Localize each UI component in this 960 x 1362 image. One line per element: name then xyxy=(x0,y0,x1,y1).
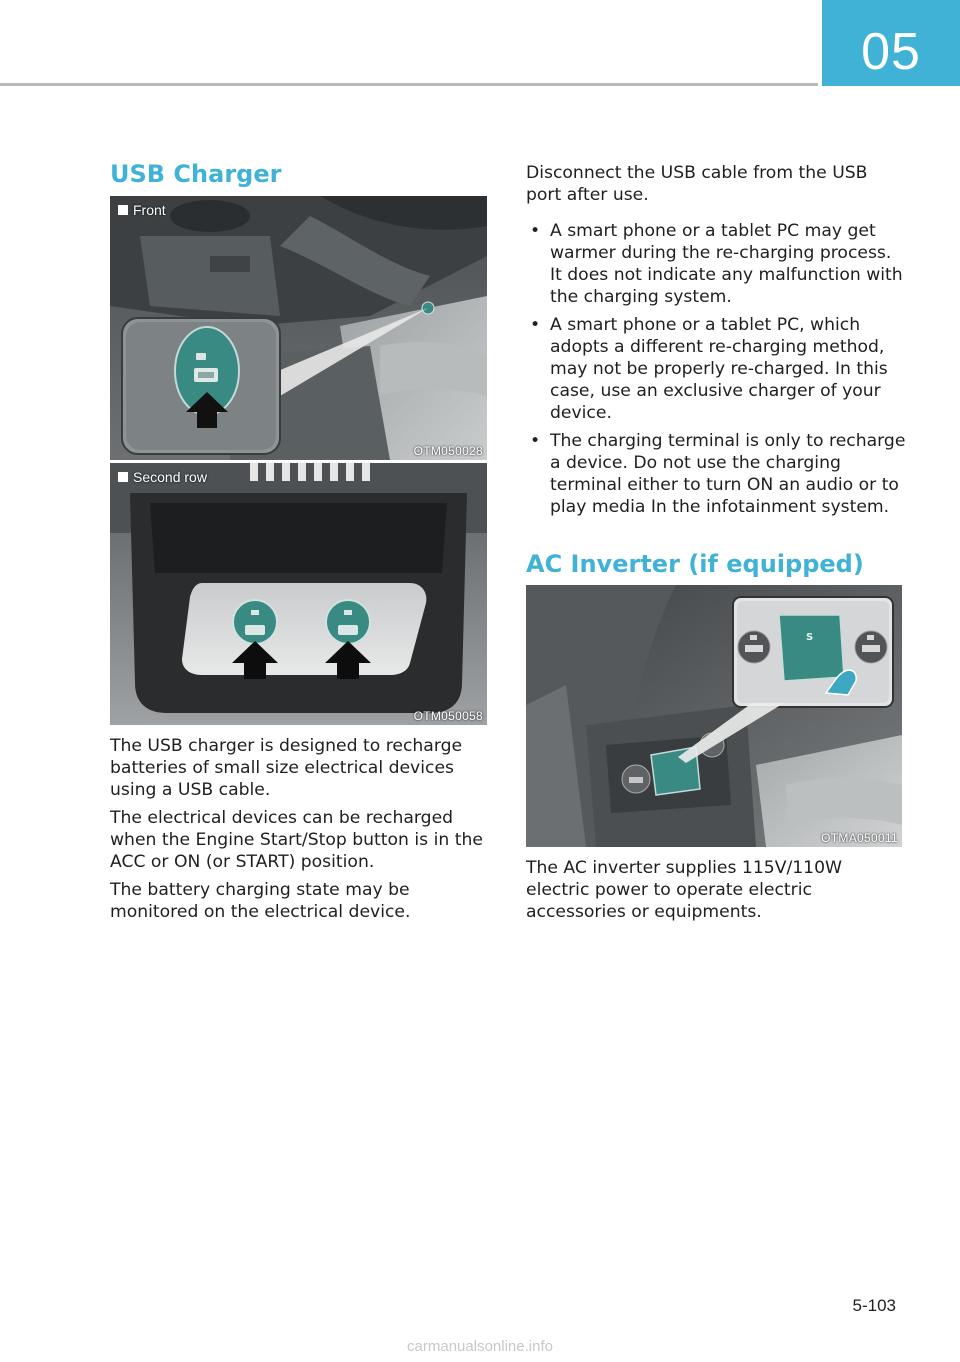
list-item: • The charging terminal is only to recharge a device. Do not use the charging terminal either to turn ON an audio or to play media In the infotainment system. xyxy=(526,430,906,518)
inverter-plug-icon: S xyxy=(806,632,814,643)
chapter-tab xyxy=(822,0,960,86)
figure-front-label xyxy=(118,202,166,218)
page-number: 5-103 xyxy=(852,1296,896,1315)
chapter-number: 05 xyxy=(861,23,921,81)
figure-front-label-text: Front xyxy=(133,202,166,218)
usb-charger-heading: USB Charger xyxy=(110,160,282,188)
usb-paragraph-1: The USB charger is designed to recharge batteries of small size electrical devices using a USB cable. xyxy=(110,736,463,800)
ac-inverter-heading: AC Inverter (if equipped) xyxy=(526,550,864,578)
figure-front xyxy=(110,196,487,460)
figure-second-label-text: Second row xyxy=(133,469,207,485)
second-row-console-illustration xyxy=(110,463,487,725)
figure-inverter xyxy=(526,585,902,847)
square-bullet-icon xyxy=(118,472,128,482)
ac-inverter-illustration xyxy=(526,585,902,847)
figure-front-code: OTM050028 xyxy=(413,444,483,458)
ac-inverter-paragraph: The AC inverter supplies 115V/110W electric power to operate electric accessories or equipments. xyxy=(526,858,843,922)
list-item: • A smart phone or a tablet PC may get warmer during the re-charging process. It does not indicate any malfunction with the charging system. xyxy=(526,220,906,308)
list-item: • A smart phone or a tablet PC, which adopts a different re-charging method, may not be properly re-charged. In this case, use an exclusive charger of your device. xyxy=(526,314,906,424)
watermark: carmanualsonline.info xyxy=(407,1338,553,1355)
usb-notes-list xyxy=(526,220,906,524)
square-bullet-icon xyxy=(118,205,128,215)
header-rule xyxy=(0,83,818,86)
figure-second-code: OTM050058 xyxy=(413,709,483,723)
front-console-illustration xyxy=(110,196,487,460)
disconnect-paragraph: Disconnect the USB cable from the USB port after use. xyxy=(526,163,868,205)
figure-second-row xyxy=(110,463,487,725)
usb-paragraph-2: The electrical devices can be recharged when the Engine Start/Stop button is in the ACC or ON (or START) position. xyxy=(110,808,483,872)
figure-second-label xyxy=(118,469,207,485)
usb-paragraph-3: The battery charging state may be monitored on the electrical device. xyxy=(110,880,411,922)
figure-inverter-code: OTMA050011 xyxy=(821,831,898,845)
